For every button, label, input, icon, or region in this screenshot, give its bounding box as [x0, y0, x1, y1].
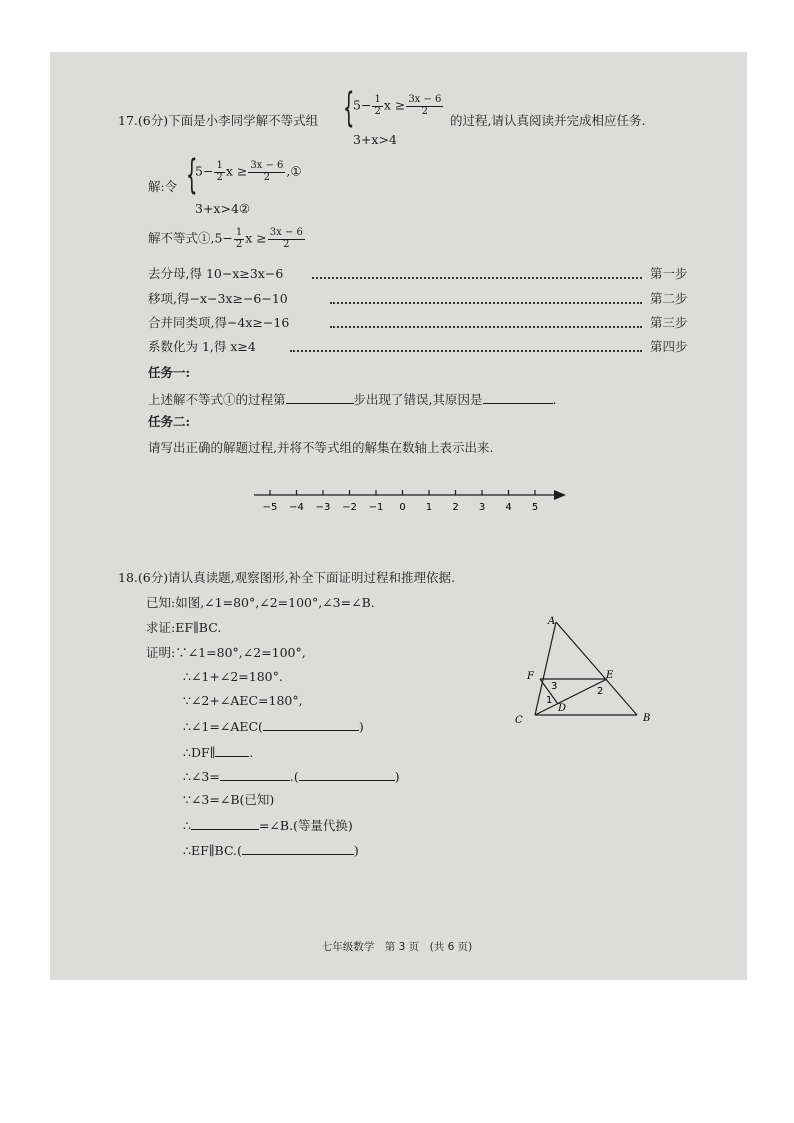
- q17-task2-text: 请写出正确的解题过程,并将不等式组的解集在数轴上表示出来.: [148, 440, 494, 455]
- axis-tick-label: 0: [399, 502, 406, 513]
- q17-intro: 下面是小李同学解不等式组: [168, 113, 319, 128]
- q17-system-line2: 3+x>4: [353, 132, 397, 147]
- q17-solution-prefix: 解:令: [148, 179, 178, 194]
- label-B: B: [643, 713, 651, 724]
- leader-dots: [290, 350, 642, 352]
- axis-tick-label: −5: [262, 502, 278, 513]
- q17-solve-ineq1: 解不等式①,5− $\frac{1}{2}$ x ≥ $\frac{3x - 6}{2}$: [148, 227, 303, 250]
- answer-blank[interactable]: [191, 818, 259, 830]
- answer-blank-step[interactable]: [286, 392, 354, 404]
- label-angle-1: 1: [546, 695, 553, 706]
- q18-proof-line6: ∵∠3=∠B(已知): [183, 792, 275, 807]
- answer-blank[interactable]: [215, 745, 249, 757]
- side-AB: [556, 622, 637, 715]
- answer-blank[interactable]: [263, 719, 359, 731]
- axis-tick-label: 2: [452, 502, 459, 513]
- q17-task1-text: 上述解不等式①的过程第 步出现了错误,其原因是 .: [148, 392, 557, 407]
- q17-step2-tag: 第二步: [650, 291, 688, 306]
- q17-solution-line1: 5− $\frac{1}{2}$ x ≥ $\frac{3x - 6}{2}$ ,①: [195, 160, 302, 183]
- label-angle-2: 2: [597, 686, 604, 697]
- page-footer: 七年级数学 第 3 页 (共 6 页): [321, 941, 473, 953]
- answer-blank-reason[interactable]: [483, 392, 553, 404]
- q17-sys-frac1: $\frac{1}{2}$: [374, 94, 381, 117]
- q17-header: [118, 115, 318, 128]
- q17-solution-line2: 3+x>4②: [195, 201, 251, 216]
- axis-tick-label: 5: [531, 502, 539, 513]
- q17-step2-text: 移项,得−x−3x≥−6−10: [148, 291, 288, 306]
- q17-system-brace: {: [343, 85, 355, 131]
- q17-step1-tag: 第一步: [650, 266, 688, 281]
- q17-system-line1: 5− $\frac{1}{2}$ x ≥ $\frac{3x - 6}{2}$: [353, 94, 442, 117]
- q17-step4-text: 系数化为 1,得 x≥4: [148, 339, 256, 354]
- q18-proof-line2: ∵∠2+∠AEC=180°,: [183, 693, 303, 708]
- q18-proof-start: 证明:∵∠1=80°,∠2=100°,: [146, 645, 306, 660]
- answer-blank[interactable]: [299, 769, 395, 781]
- q17-step4-tag: 第四步: [650, 339, 688, 354]
- leader-dots: [312, 277, 642, 279]
- q17-number: 17.(6分): [118, 113, 169, 128]
- q18-header: 18.(6分)请认真读题,观察图形,补全下面证明过程和推理依据.: [118, 570, 456, 585]
- q17-step3-text: 合并同类项,得−4x≥−16: [148, 315, 290, 330]
- axis-tick-label: −4: [289, 502, 304, 513]
- q17-sys-frac2: $\frac{3x - 6}{2}$: [408, 94, 442, 117]
- q17-task1-title: 任务一:: [148, 365, 191, 380]
- number-line: [250, 484, 570, 518]
- label-F: F: [527, 671, 534, 682]
- label-C: C: [515, 715, 523, 726]
- label-A: A: [548, 616, 556, 627]
- q18-given: 已知:如图,∠1=80°,∠2=100°,∠3=∠B.: [146, 595, 375, 610]
- q17-step1-text: 去分母,得 10−x≥3x−6: [148, 266, 284, 281]
- triangle-figure: [510, 612, 670, 727]
- axis-tick-label: 3: [478, 502, 486, 513]
- q18-proof-line8: ∴EF∥BC.( ): [183, 843, 359, 858]
- answer-blank[interactable]: [242, 843, 354, 855]
- label-E: E: [606, 670, 614, 681]
- q17-solution-brace: {: [186, 152, 198, 198]
- q18-proof-line7: ∴ =∠B.(等量代换): [183, 818, 353, 833]
- q17-intro-tail: 的过程,请认真阅读并完成相应任务.: [450, 113, 646, 128]
- axis-tick-label: 4: [505, 502, 512, 513]
- leader-dots: [330, 326, 642, 328]
- axis-tick-label: −1: [368, 502, 384, 513]
- q18-prove: 求证:EF∥BC.: [146, 620, 222, 635]
- q17-step3-tag: 第三步: [650, 315, 688, 330]
- q17-task2-title: 任务二:: [148, 414, 191, 429]
- leader-dots: [330, 302, 642, 304]
- q18-proof-line1: ∴∠1+∠2=180°.: [183, 669, 283, 684]
- q18-proof-line4: ∴DF∥ .: [183, 745, 254, 760]
- q18-proof-line5: ∴∠3= .( ): [183, 769, 400, 784]
- label-angle-3: 3: [551, 681, 558, 692]
- axis-tick-label: −3: [315, 502, 331, 513]
- answer-blank[interactable]: [220, 769, 290, 781]
- q18-proof-line3: ∴∠1=∠AEC( ): [183, 719, 364, 734]
- axis-tick-label: −2: [342, 502, 357, 513]
- axis-tick-label: 1: [425, 502, 433, 513]
- label-D: D: [558, 703, 567, 714]
